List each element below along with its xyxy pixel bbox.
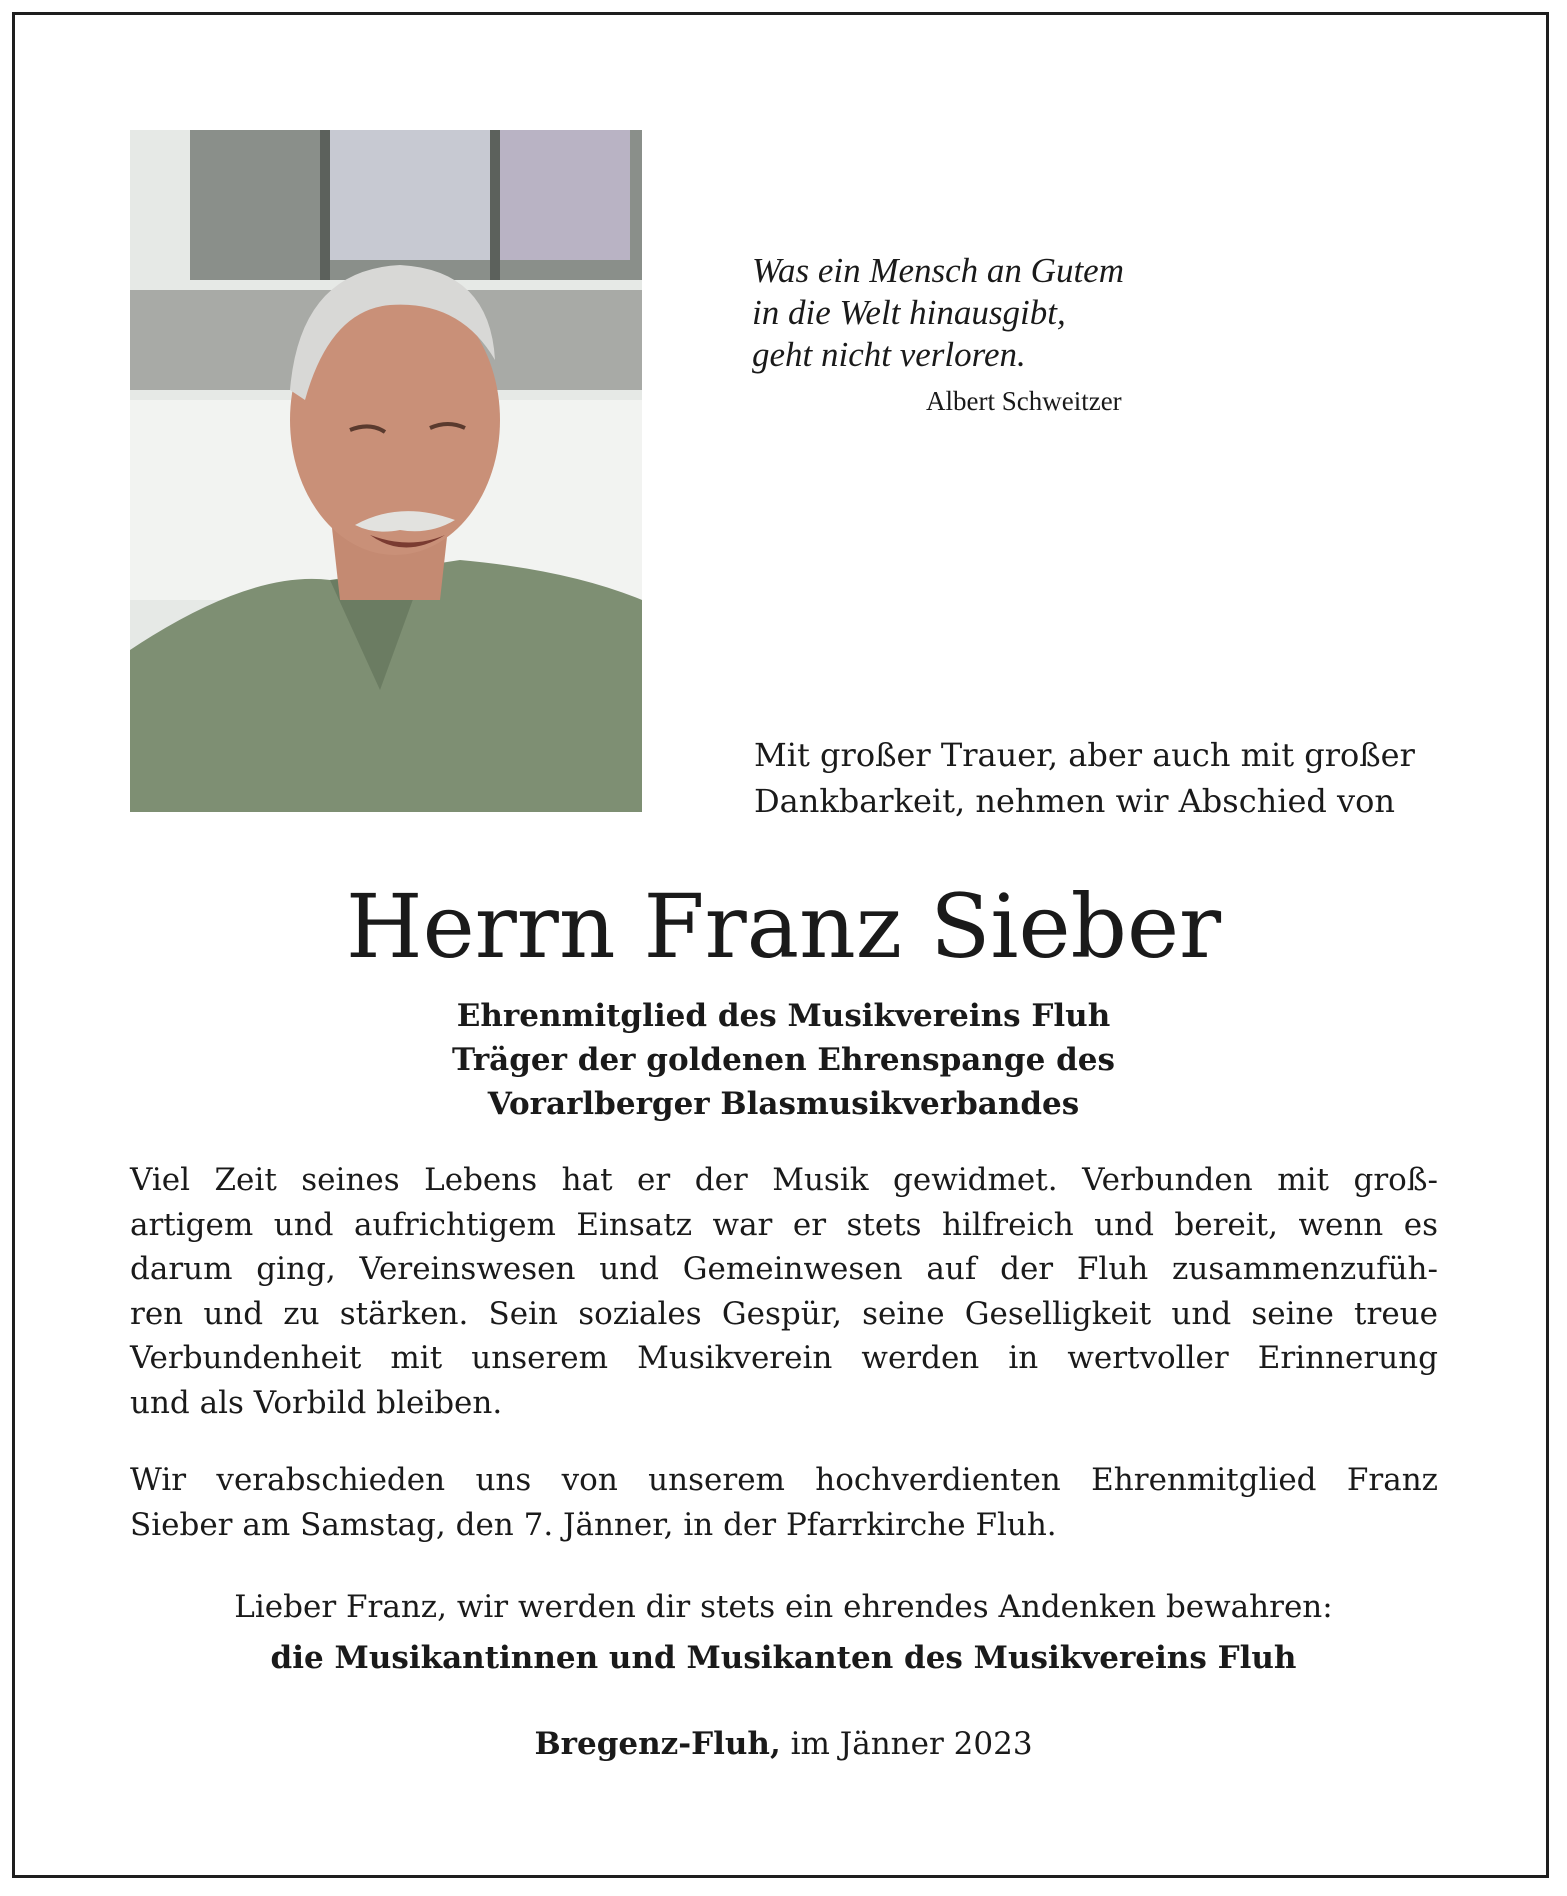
tribute-line: Viel Zeit seines Lebens hat er der Musik gewidmet. Verbunden mit groß-: [130, 1162, 1438, 1198]
tribute-line: darum ging, Vereinswesen und Gemeinwesen auf der Fluh zusammenzufüh-: [130, 1251, 1438, 1287]
funeral-line: Wir verabschieden uns von unserem hochverdienten Ehrenmitglied Franz: [130, 1462, 1438, 1498]
quote-line: Was ein Mensch an Gutem: [752, 251, 1124, 290]
deceased-name: Herrn Franz Sieber: [345, 875, 1222, 978]
tribute-paragraph: [130, 1158, 1438, 1425]
quote-line: geht nicht verloren.: [752, 335, 1026, 374]
portrait-photo-icon: [130, 130, 642, 812]
tribute-line: Verbundenheit mit unserem Musikverein werden in wertvoller Erinnerung: [130, 1340, 1438, 1376]
place: Bregenz-Fluh,: [534, 1726, 781, 1762]
title-line: Vorarlberger Blasmusikverbandes: [487, 1086, 1080, 1122]
tribute-line: und als Vorbild bleiben.: [130, 1384, 503, 1421]
signers-line: die Musikantinnen und Musikanten des Musikvereins Fluh: [270, 1640, 1297, 1676]
intro-line: Dankbarkeit, nehmen wir Abschied von: [754, 782, 1395, 820]
title-line: Träger der goldenen Ehrenspange des: [452, 1042, 1115, 1078]
intro-text: [754, 732, 1454, 824]
funeral-paragraph: [130, 1458, 1438, 1547]
quote-line: in die Welt hinausgibt,: [752, 293, 1066, 332]
date: im Jänner 2023: [790, 1726, 1033, 1762]
portrait-photo: [130, 130, 642, 812]
tribute-line: ren und zu stärken. Sein soziales Gespür, seine Geselligkeit und seine treue: [130, 1295, 1438, 1332]
intro-line: Mit großer Trauer, aber auch mit großer: [754, 736, 1415, 774]
title-line: Ehrenmitglied des Musikvereins Fluh: [456, 998, 1111, 1034]
tribute-line: artigem und aufrichtigem Einsatz war er stets hilfreich und bereit, wenn es: [130, 1206, 1438, 1243]
funeral-line: Sieber am Samstag, den 7. Jänner, in der Pfarrkirche Fluh.: [130, 1506, 1057, 1543]
honorary-titles: [0, 994, 1567, 1126]
quote-author: Albert Schweitzer: [926, 386, 1122, 416]
remembrance-line: Lieber Franz, wir werden dir stets ein ehrendes Andenken bewahren:: [234, 1589, 1333, 1625]
place-date-line: [0, 1722, 1567, 1766]
quote-block: [752, 250, 1252, 417]
